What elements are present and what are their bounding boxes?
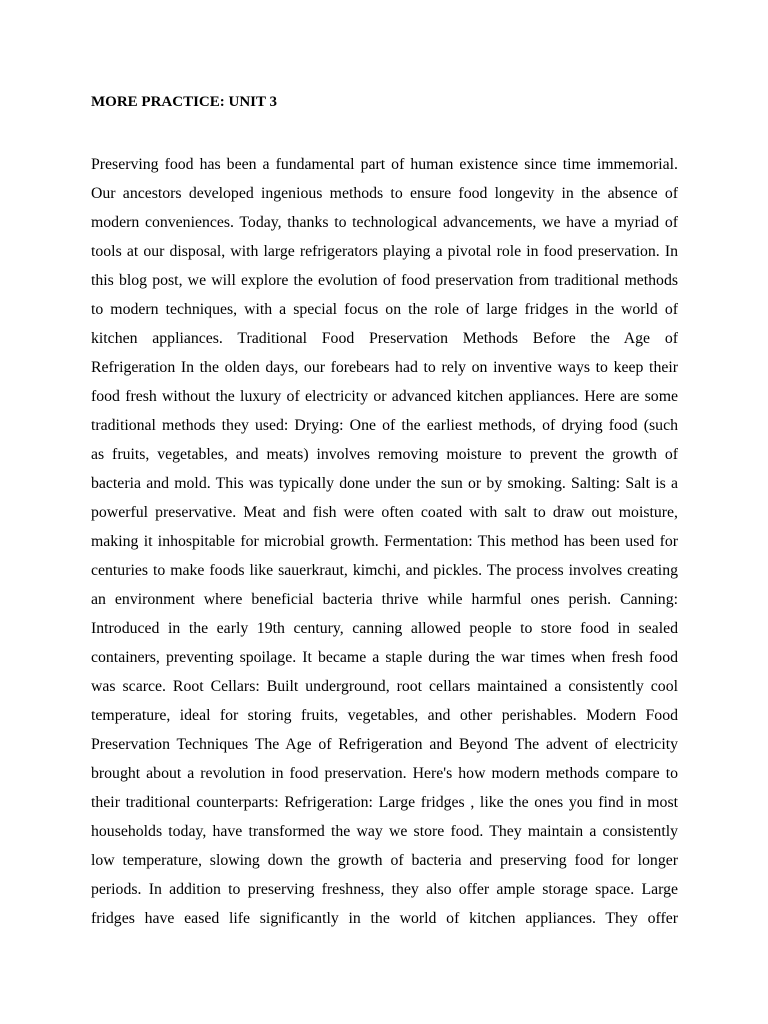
paragraph-line: making it inhospitable for microbial growth. Fermentation: This method has been used for — [91, 533, 678, 550]
paragraph-line: an environment where beneficial bacteria thrive while harmful ones perish. Canning: — [91, 591, 678, 608]
paragraph-line: food fresh without the luxury of electricity or advanced kitchen appliances. Here are some — [91, 388, 678, 405]
paragraph-line: low temperature, slowing down the growth of bacteria and preserving food for longer — [91, 852, 678, 869]
paragraph-line: their traditional counterparts: Refrigeration: Large fridges , like the ones you find in most — [91, 794, 678, 811]
paragraph-line: brought about a revolution in food preservation. Here's how modern methods compare to — [91, 765, 678, 782]
paragraph-line: was scarce. Root Cellars: Built underground, root cellars maintained a consistently cool — [91, 678, 678, 695]
paragraph-line: tools at our disposal, with large refrigerators playing a pivotal role in food preservation. In — [91, 243, 678, 260]
paragraph-line: Our ancestors developed ingenious methods to ensure food longevity in the absence of — [91, 185, 678, 202]
paragraph-line: periods. In addition to preserving freshness, they also offer ample storage space. Large — [91, 881, 678, 898]
paragraph-line: Introduced in the early 19th century, canning allowed people to store food in sealed — [91, 620, 678, 637]
paragraph-line: households today, have transformed the way we store food. They maintain a consistently — [91, 823, 678, 840]
document-heading: MORE PRACTICE: UNIT 3 — [91, 94, 277, 110]
paragraph-line: traditional methods they used: Drying: One of the earliest methods, of drying food (such — [91, 417, 678, 434]
paragraph-line: centuries to make foods like sauerkraut, kimchi, and pickles. The process involves creating — [91, 562, 678, 579]
paragraph-line: temperature, ideal for storing fruits, vegetables, and other perishables. Modern Food — [91, 707, 678, 724]
paragraph-line: kitchen appliances. Traditional Food Preservation Methods Before the Age of — [91, 330, 678, 347]
paragraph-line: fridges have eased life significantly in the world of kitchen appliances. They offer — [91, 910, 678, 927]
paragraph-line: to modern techniques, with a special focus on the role of large fridges in the world of — [91, 301, 678, 318]
paragraph-line: containers, preventing spoilage. It became a staple during the war times when fresh food — [91, 649, 678, 666]
paragraph-line: modern conveniences. Today, thanks to technological advancements, we have a myriad of — [91, 214, 678, 231]
paragraph-line: Preservation Techniques The Age of Refrigeration and Beyond The advent of electricity — [91, 736, 678, 753]
paragraph-line: this blog post, we will explore the evolution of food preservation from traditional methods — [91, 272, 678, 289]
body-paragraph — [91, 150, 678, 933]
paragraph-line: bacteria and mold. This was typically done under the sun or by smoking. Salting: Salt is a — [91, 475, 678, 492]
paragraph-line: powerful preservative. Meat and fish were often coated with salt to draw out moisture, — [91, 504, 678, 521]
paragraph-line: Refrigeration In the olden days, our forebears had to rely on inventive ways to keep their — [91, 359, 678, 376]
paragraph-line: as fruits, vegetables, and meats) involves removing moisture to prevent the growth of — [91, 446, 678, 463]
paragraph-line: Preserving food has been a fundamental part of human existence since time immemorial. — [91, 156, 678, 173]
